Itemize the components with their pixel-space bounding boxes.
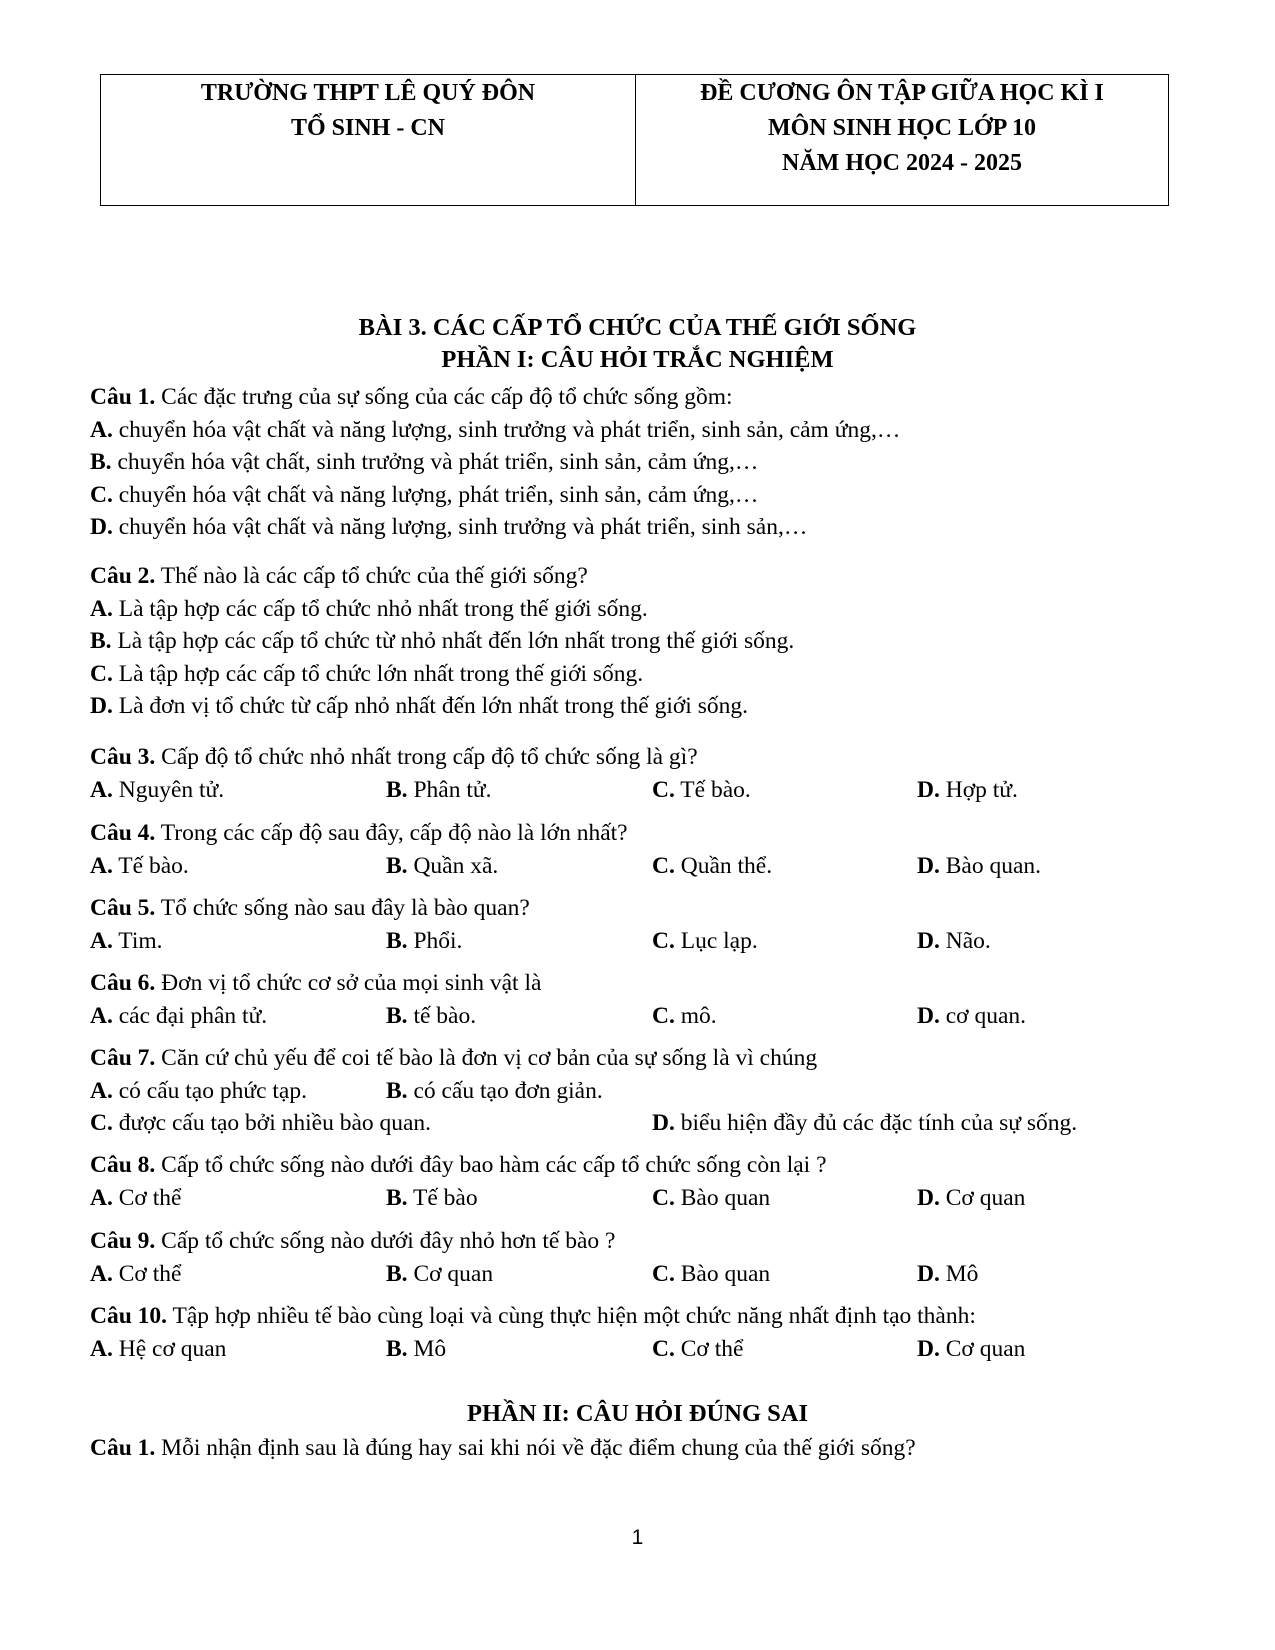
option-letter: C.: [90, 481, 113, 508]
answer-option: [90, 658, 1190, 691]
option-text: Não.: [939, 927, 991, 954]
question-stem: [90, 381, 1190, 414]
question-stem: [90, 1432, 1190, 1465]
option-text: Tim.: [112, 927, 163, 954]
option-letter: C.: [90, 1110, 113, 1136]
answer-option: [90, 925, 163, 958]
department-name: TỔ SINH - CN: [290, 115, 446, 141]
option-letter: A.: [90, 595, 113, 622]
answer-option: [652, 1000, 717, 1033]
question-text: Mỗi nhận định sau là đúng hay sai khi nói về đặc điểm chung của thế giới sống?: [155, 1435, 916, 1461]
option-text: Là tập hợp các cấp tổ chức nhỏ nhất trong thế giới sống.: [112, 595, 648, 622]
option-text: Quần thể.: [674, 852, 773, 879]
option-text: Quần xã.: [407, 852, 499, 879]
options-row: [90, 850, 1190, 883]
option-text: Bào quan: [674, 1260, 771, 1287]
option-letter: C.: [652, 1184, 675, 1211]
answer-option: [917, 925, 991, 958]
option-letter: A.: [90, 1260, 113, 1287]
option-letter: D.: [917, 927, 940, 954]
option-letter: C.: [652, 1260, 675, 1287]
options-row: [90, 1075, 1190, 1108]
option-text: có cấu tạo phức tạp.: [112, 1077, 307, 1104]
option-text: chuyển hóa vật chất và năng lượng, sinh trưởng và phát triển, sinh sản,…: [112, 514, 808, 540]
option-text: các đại phân tử.: [112, 1002, 268, 1029]
option-letter: A.: [90, 1002, 113, 1029]
option-letter: D.: [90, 693, 113, 719]
answer-option: [90, 1182, 181, 1215]
question-stem: [90, 967, 1190, 1000]
school-year: NĂM HỌC 2024 - 2025: [782, 150, 1022, 176]
option-letter: B.: [386, 852, 408, 879]
question-label: Câu 1.: [90, 384, 156, 410]
options-row: [90, 1182, 1190, 1215]
question-text: Cấp tổ chức sống nào dưới đây nhỏ hơn tế bào ?: [155, 1228, 616, 1254]
option-letter: B.: [386, 776, 408, 803]
option-letter: D.: [917, 1260, 940, 1287]
answer-option: [90, 414, 1190, 447]
answer-option: [386, 925, 462, 958]
option-letter: D.: [652, 1110, 675, 1136]
option-text: Cơ quan: [939, 1184, 1026, 1211]
answer-option: [652, 1107, 1077, 1140]
option-text: Là tập hợp các cấp tổ chức từ nhỏ nhất đến lớn nhất trong thế giới sống.: [111, 628, 795, 654]
question-label: Câu 10.: [90, 1303, 168, 1329]
answer-option: [90, 479, 1190, 512]
option-letter: B.: [386, 1260, 408, 1287]
option-text: Cơ thể: [112, 1260, 182, 1287]
option-letter: A.: [90, 1077, 113, 1104]
question-label: Câu 9.: [90, 1228, 156, 1254]
answer-option: [917, 850, 1041, 883]
option-letter: A.: [90, 416, 113, 443]
option-text: Là đơn vị tổ chức từ cấp nhỏ nhất đến lớn nhất trong thế giới sống.: [112, 693, 748, 719]
question-text: Đơn vị tổ chức cơ sở của mọi sinh vật là: [155, 970, 542, 996]
question-stem: [90, 1225, 1190, 1258]
header-school-cell: [101, 75, 636, 205]
options-row: [90, 1333, 1190, 1366]
option-letter: D.: [917, 1184, 940, 1211]
question-label: Câu 5.: [90, 895, 156, 921]
option-text: Nguyên tử.: [112, 776, 225, 803]
answer-option: [90, 625, 1190, 658]
option-text: chuyển hóa vật chất và năng lượng, sinh trưởng và phát triển, sinh sản, cảm ứng,…: [112, 416, 901, 443]
answer-option: [90, 1075, 307, 1108]
question-1: [90, 381, 1190, 544]
question-stem: [90, 892, 1190, 925]
option-letter: C.: [90, 660, 113, 687]
option-text: cơ quan.: [939, 1002, 1027, 1029]
answer-option: [386, 1000, 476, 1033]
answer-option: [386, 1258, 493, 1291]
question-text: Thế nào là các cấp tổ chức của thế giới sống?: [155, 563, 588, 589]
option-text: Tế bào: [407, 1184, 478, 1211]
option-text: Hợp tử.: [939, 776, 1018, 803]
question-3: [90, 741, 1190, 806]
answer-option: [386, 1075, 603, 1108]
option-text: Phổi.: [407, 927, 463, 954]
options-row: [90, 925, 1190, 958]
option-letter: D.: [917, 852, 940, 879]
question-2: [90, 560, 1190, 723]
answer-option: [90, 511, 1190, 544]
option-letter: B.: [386, 1184, 408, 1211]
question-5: [90, 892, 1190, 957]
option-text: Lục lạp.: [674, 927, 758, 954]
answer-option: [917, 1000, 1026, 1033]
option-text: Cơ quan: [939, 1335, 1026, 1362]
question-label: Câu 8.: [90, 1152, 156, 1178]
option-text: Hệ cơ quan: [112, 1335, 227, 1362]
option-text: Bào quan.: [939, 852, 1042, 879]
option-letter: B.: [90, 449, 112, 475]
part2-question-1: [90, 1432, 1190, 1465]
document-title: ĐỀ CƯƠNG ÔN TẬP GIỮA HỌC KÌ I: [700, 80, 1104, 106]
answer-option: [90, 446, 1190, 479]
question-stem: [90, 1042, 1190, 1075]
option-letter: B.: [386, 1077, 408, 1104]
question-6: [90, 967, 1190, 1032]
answer-option: [652, 774, 751, 807]
part1-title: PHẦN I: CÂU HỎI TRẮC NGHIỆM: [441, 346, 834, 373]
answer-option: [90, 1258, 181, 1291]
header-title-cell: [636, 75, 1168, 205]
page-number: 1: [631, 1526, 644, 1549]
option-text: Tế bào.: [674, 776, 751, 803]
answer-option: [652, 925, 758, 958]
option-text: được cấu tạo bởi nhiều bào quan.: [112, 1110, 432, 1136]
options-row: [90, 1258, 1190, 1291]
answer-option: [652, 1182, 770, 1215]
option-text: chuyển hóa vật chất, sinh trưởng và phát triển, sinh sản, cảm ứng,…: [111, 449, 759, 475]
option-letter: A.: [90, 776, 113, 803]
option-letter: B.: [386, 1335, 408, 1362]
answer-option: [90, 593, 1190, 626]
option-text: có cấu tạo đơn giản.: [407, 1077, 603, 1104]
question-label: Câu 1.: [90, 1435, 156, 1461]
option-letter: C.: [652, 927, 675, 954]
option-letter: D.: [917, 776, 940, 803]
answer-option: [652, 850, 772, 883]
option-text: Bào quan: [674, 1184, 771, 1211]
question-stem: [90, 741, 1190, 774]
option-letter: C.: [652, 1335, 675, 1362]
answer-option: [652, 1333, 743, 1366]
question-text: Căn cứ chủ yếu để coi tế bào là đơn vị cơ bản của sự sống là vì chúng: [155, 1045, 818, 1071]
question-text: Tổ chức sống nào sau đây là bào quan?: [155, 895, 530, 921]
answer-option: [386, 774, 491, 807]
option-letter: B.: [386, 927, 408, 954]
question-text: Cấp độ tổ chức nhỏ nhất trong cấp độ tổ chức sống là gì?: [155, 744, 698, 770]
lesson-title: BÀI 3. CÁC CẤP TỔ CHỨC CỦA THẾ GIỚI SỐNG: [358, 314, 917, 341]
question-text: Trong các cấp độ sau đây, cấp độ nào là lớn nhất?: [155, 820, 628, 846]
answer-option: [652, 1258, 770, 1291]
option-text: Cơ thể: [112, 1184, 182, 1211]
header-table: [100, 74, 1169, 206]
question-label: Câu 3.: [90, 744, 156, 770]
option-letter: D.: [917, 1335, 940, 1362]
option-letter: D.: [917, 1002, 940, 1029]
option-text: biểu hiện đầy đủ các đặc tính của sự sống.: [674, 1110, 1078, 1136]
options-row: [90, 1000, 1190, 1033]
question-label: Câu 4.: [90, 820, 156, 846]
options-row: [90, 774, 1190, 807]
question-8: [90, 1149, 1190, 1214]
question-text: Cấp tổ chức sống nào dưới đây bao hàm các cấp tổ chức sống còn lại ?: [155, 1152, 827, 1178]
option-text: mô.: [674, 1002, 717, 1029]
answer-option: [90, 850, 189, 883]
question-7: [90, 1042, 1190, 1140]
option-text: tế bào.: [407, 1002, 477, 1029]
subject-name: MÔN SINH HỌC LỚP 10: [767, 115, 1037, 141]
option-text: Phân tử.: [407, 776, 492, 803]
option-text: Cơ thể: [674, 1335, 744, 1362]
answer-option: [917, 1258, 978, 1291]
part2-title: PHẦN II: CÂU HỎI ĐÚNG SAI: [467, 1400, 808, 1427]
question-stem: [90, 560, 1190, 593]
option-text: Cơ quan: [407, 1260, 494, 1287]
question-stem: [90, 1149, 1190, 1182]
option-letter: A.: [90, 1335, 113, 1362]
answer-option: [917, 774, 1018, 807]
question-stem: [90, 817, 1190, 850]
question-text: Tập hợp nhiều tế bào cùng loại và cùng thực hiện một chức năng nhất định tạo thành:: [167, 1303, 976, 1329]
option-letter: C.: [652, 852, 675, 879]
question-stem: [90, 1300, 1190, 1333]
option-text: Tế bào.: [112, 852, 189, 879]
option-text: Mô: [407, 1335, 447, 1362]
school-name: TRƯỜNG THPT LÊ QUÝ ĐÔN: [200, 80, 536, 106]
question-text: Các đặc trưng của sự sống của các cấp độ tổ chức sống gồm:: [155, 384, 733, 410]
answer-option: [917, 1182, 1025, 1215]
question-label: Câu 6.: [90, 970, 156, 996]
option-letter: A.: [90, 852, 113, 879]
question-label: Câu 7.: [90, 1045, 156, 1071]
answer-option: [90, 1333, 226, 1366]
question-4: [90, 817, 1190, 882]
option-letter: A.: [90, 1184, 113, 1211]
option-text: Mô: [939, 1260, 979, 1287]
option-letter: B.: [386, 1002, 408, 1029]
answer-option: [90, 1107, 431, 1140]
answer-option: [386, 850, 498, 883]
answer-option: [386, 1333, 446, 1366]
option-letter: A.: [90, 927, 113, 954]
answer-option: [917, 1333, 1025, 1366]
question-9: [90, 1225, 1190, 1290]
answer-option: [90, 1000, 267, 1033]
answer-option: [90, 690, 1190, 723]
option-letter: D.: [90, 514, 113, 540]
option-text: chuyển hóa vật chất và năng lượng, phát triển, sinh sản, cảm ứng,…: [112, 481, 759, 508]
option-letter: B.: [90, 628, 112, 654]
option-letter: C.: [652, 776, 675, 803]
answer-option: [386, 1182, 478, 1215]
option-letter: C.: [652, 1002, 675, 1029]
option-text: Là tập hợp các cấp tổ chức lớn nhất trong thế giới sống.: [112, 660, 644, 687]
options-row: [90, 1107, 1190, 1140]
question-label: Câu 2.: [90, 563, 156, 589]
question-10: [90, 1300, 1190, 1365]
answer-option: [90, 774, 224, 807]
